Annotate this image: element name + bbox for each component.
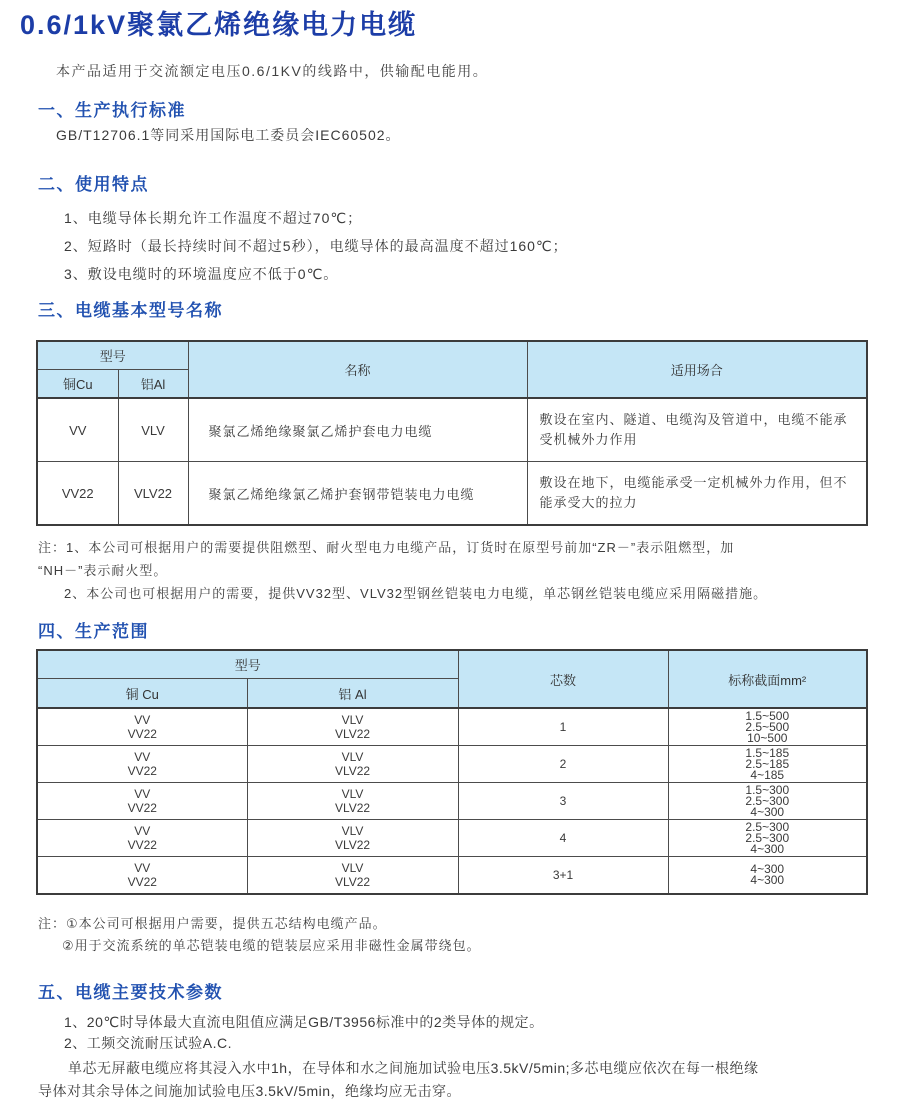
feature-item-1: 1、电缆导体长期允许工作温度不超过70℃；: [64, 210, 363, 226]
section-heading-model-names: 三、电缆基本型号名称: [38, 301, 223, 320]
col-header-model: 型号: [37, 341, 188, 370]
cell-cu-model: VV: [37, 398, 118, 462]
model-table-notes: [0, 536, 900, 605]
cell-cu-model: VV22: [37, 462, 118, 526]
model-table-row: [37, 462, 867, 526]
col-header-model: 型号: [37, 650, 458, 679]
cell-cable-name: 聚氯乙烯绝缘聚氯乙烯护套电力电缆: [188, 398, 527, 462]
cell-al-models: VLV VLV22: [247, 820, 458, 857]
tech-item-1: 1、20℃时导体最大直流电阻值应满足GB/T3956标准中的2类导体的规定。: [64, 1014, 544, 1030]
cell-cu-models: VV VV22: [37, 746, 247, 783]
note-line: “NH－”表示耐火型。: [38, 563, 168, 578]
production-table-row: [37, 857, 867, 895]
cell-cu-models: VV VV22: [37, 820, 247, 857]
cell-cu-models: VV VV22: [37, 708, 247, 746]
production-table-row: [37, 746, 867, 783]
cell-cu-models: VV VV22: [37, 783, 247, 820]
cell-cores: 1: [458, 708, 668, 746]
cell-sections: 1.5~300 2.5~300 4~300: [668, 783, 867, 820]
note-line: 2、本公司也可根据用户的需要，提供VV32型、VLV32型钢丝铠装电力电缆，单芯钢丝铠装电缆应采用隔磁措施。: [64, 586, 768, 601]
technical-param-list: [0, 1012, 900, 1054]
feature-item-2: 2、短路时（最长持续时间不超过5秒），电缆导体的最高温度不超过160℃；: [64, 238, 568, 254]
cell-usage: 敷设在室内、隧道、电缆沟及管道中，电缆不能承受机械外力作用: [527, 398, 867, 462]
cell-al-models: VLV VLV22: [247, 746, 458, 783]
cell-cable-name: 聚氯乙烯绝缘氯乙烯护套钢带铠装电力电缆: [188, 462, 527, 526]
cell-sections: 2.5~300 2.5~300 4~300: [668, 820, 867, 857]
tech-paragraph-line: 单芯无屏蔽电缆应将其浸入水中1h，在导体和水之间施加试验电压3.5kV/5min;多芯电缆应依次在每一根绝缘: [68, 1060, 759, 1076]
production-table-row: [37, 708, 867, 746]
section-heading-technical-params: 五、电缆主要技术参数: [38, 983, 223, 1002]
page-title: 0.6/1kV聚氯乙烯绝缘电力电缆: [20, 10, 418, 40]
cell-al-models: VLV VLV22: [247, 708, 458, 746]
section-heading-standards: 一、生产执行标准: [38, 101, 186, 120]
cell-cores: 4: [458, 820, 668, 857]
production-table-row: [37, 820, 867, 857]
note-line: 注：①本公司可根据用户需要，提供五芯结构电缆产品。: [38, 916, 387, 931]
standards-body-text: GB/T12706.1等同采用国际电工委员会IEC60502。: [56, 127, 401, 143]
cell-al-models: VLV VLV22: [247, 783, 458, 820]
cell-usage: 敷设在地下，电缆能承受一定机械外力作用，但不能承受大的拉力: [527, 462, 867, 526]
document-page: [0, 8, 900, 1103]
col-header-section: 标称截面mm²: [668, 650, 867, 708]
feature-list: [0, 204, 900, 288]
cell-cores: 3+1: [458, 857, 668, 895]
intro-text: 本产品适用于交流额定电压0.6/1KV的线路中，供输配电能用。: [56, 63, 489, 79]
cell-al-models: VLV VLV22: [247, 857, 458, 895]
cell-cu-models: VV VV22: [37, 857, 247, 895]
model-table-row: [37, 398, 867, 462]
col-header-aluminum: 铝 Al: [247, 679, 458, 709]
production-table: [36, 649, 868, 895]
tech-paragraph-line: 导体对其余导体之间施加试验电压3.5kV/5min，绝缘均应无击穿。: [38, 1083, 462, 1099]
tech-item-2: 2、工频交流耐压试验A.C.: [64, 1035, 233, 1051]
col-header-name: 名称: [188, 341, 527, 398]
cell-al-model: VLV: [118, 398, 188, 462]
col-header-copper: 铜 Cu: [37, 679, 247, 709]
production-table-notes: [0, 913, 900, 957]
cell-cores: 3: [458, 783, 668, 820]
tech-paragraph: [0, 1057, 900, 1103]
col-header-usage: 适用场合: [527, 341, 867, 398]
section-heading-features: 二、使用特点: [38, 175, 149, 194]
cell-sections: 1.5~500 2.5~500 10~500: [668, 708, 867, 746]
feature-item-3: 3、敷设电缆时的环境温度应不低于0℃。: [64, 266, 339, 282]
cell-cores: 2: [458, 746, 668, 783]
production-table-row: [37, 783, 867, 820]
col-header-cores: 芯数: [458, 650, 668, 708]
col-header-copper: 铜Cu: [37, 370, 118, 399]
col-header-aluminum: 铝Al: [118, 370, 188, 399]
note-line: ②用于交流系统的单芯铠装电缆的铠装层应采用非磁性金属带绕包。: [62, 938, 481, 953]
section-heading-production-range: 四、生产范围: [38, 622, 149, 641]
cell-sections: 1.5~185 2.5~185 4~185: [668, 746, 867, 783]
note-line: 注：1、本公司可根据用户的需要提供阻燃型、耐火型电力电缆产品，订货时在原型号前加“ZR－”表示阻燃型，加: [38, 540, 735, 555]
cell-al-model: VLV22: [118, 462, 188, 526]
model-table: [36, 340, 868, 526]
cell-sections: 4~300 4~300: [668, 857, 867, 895]
